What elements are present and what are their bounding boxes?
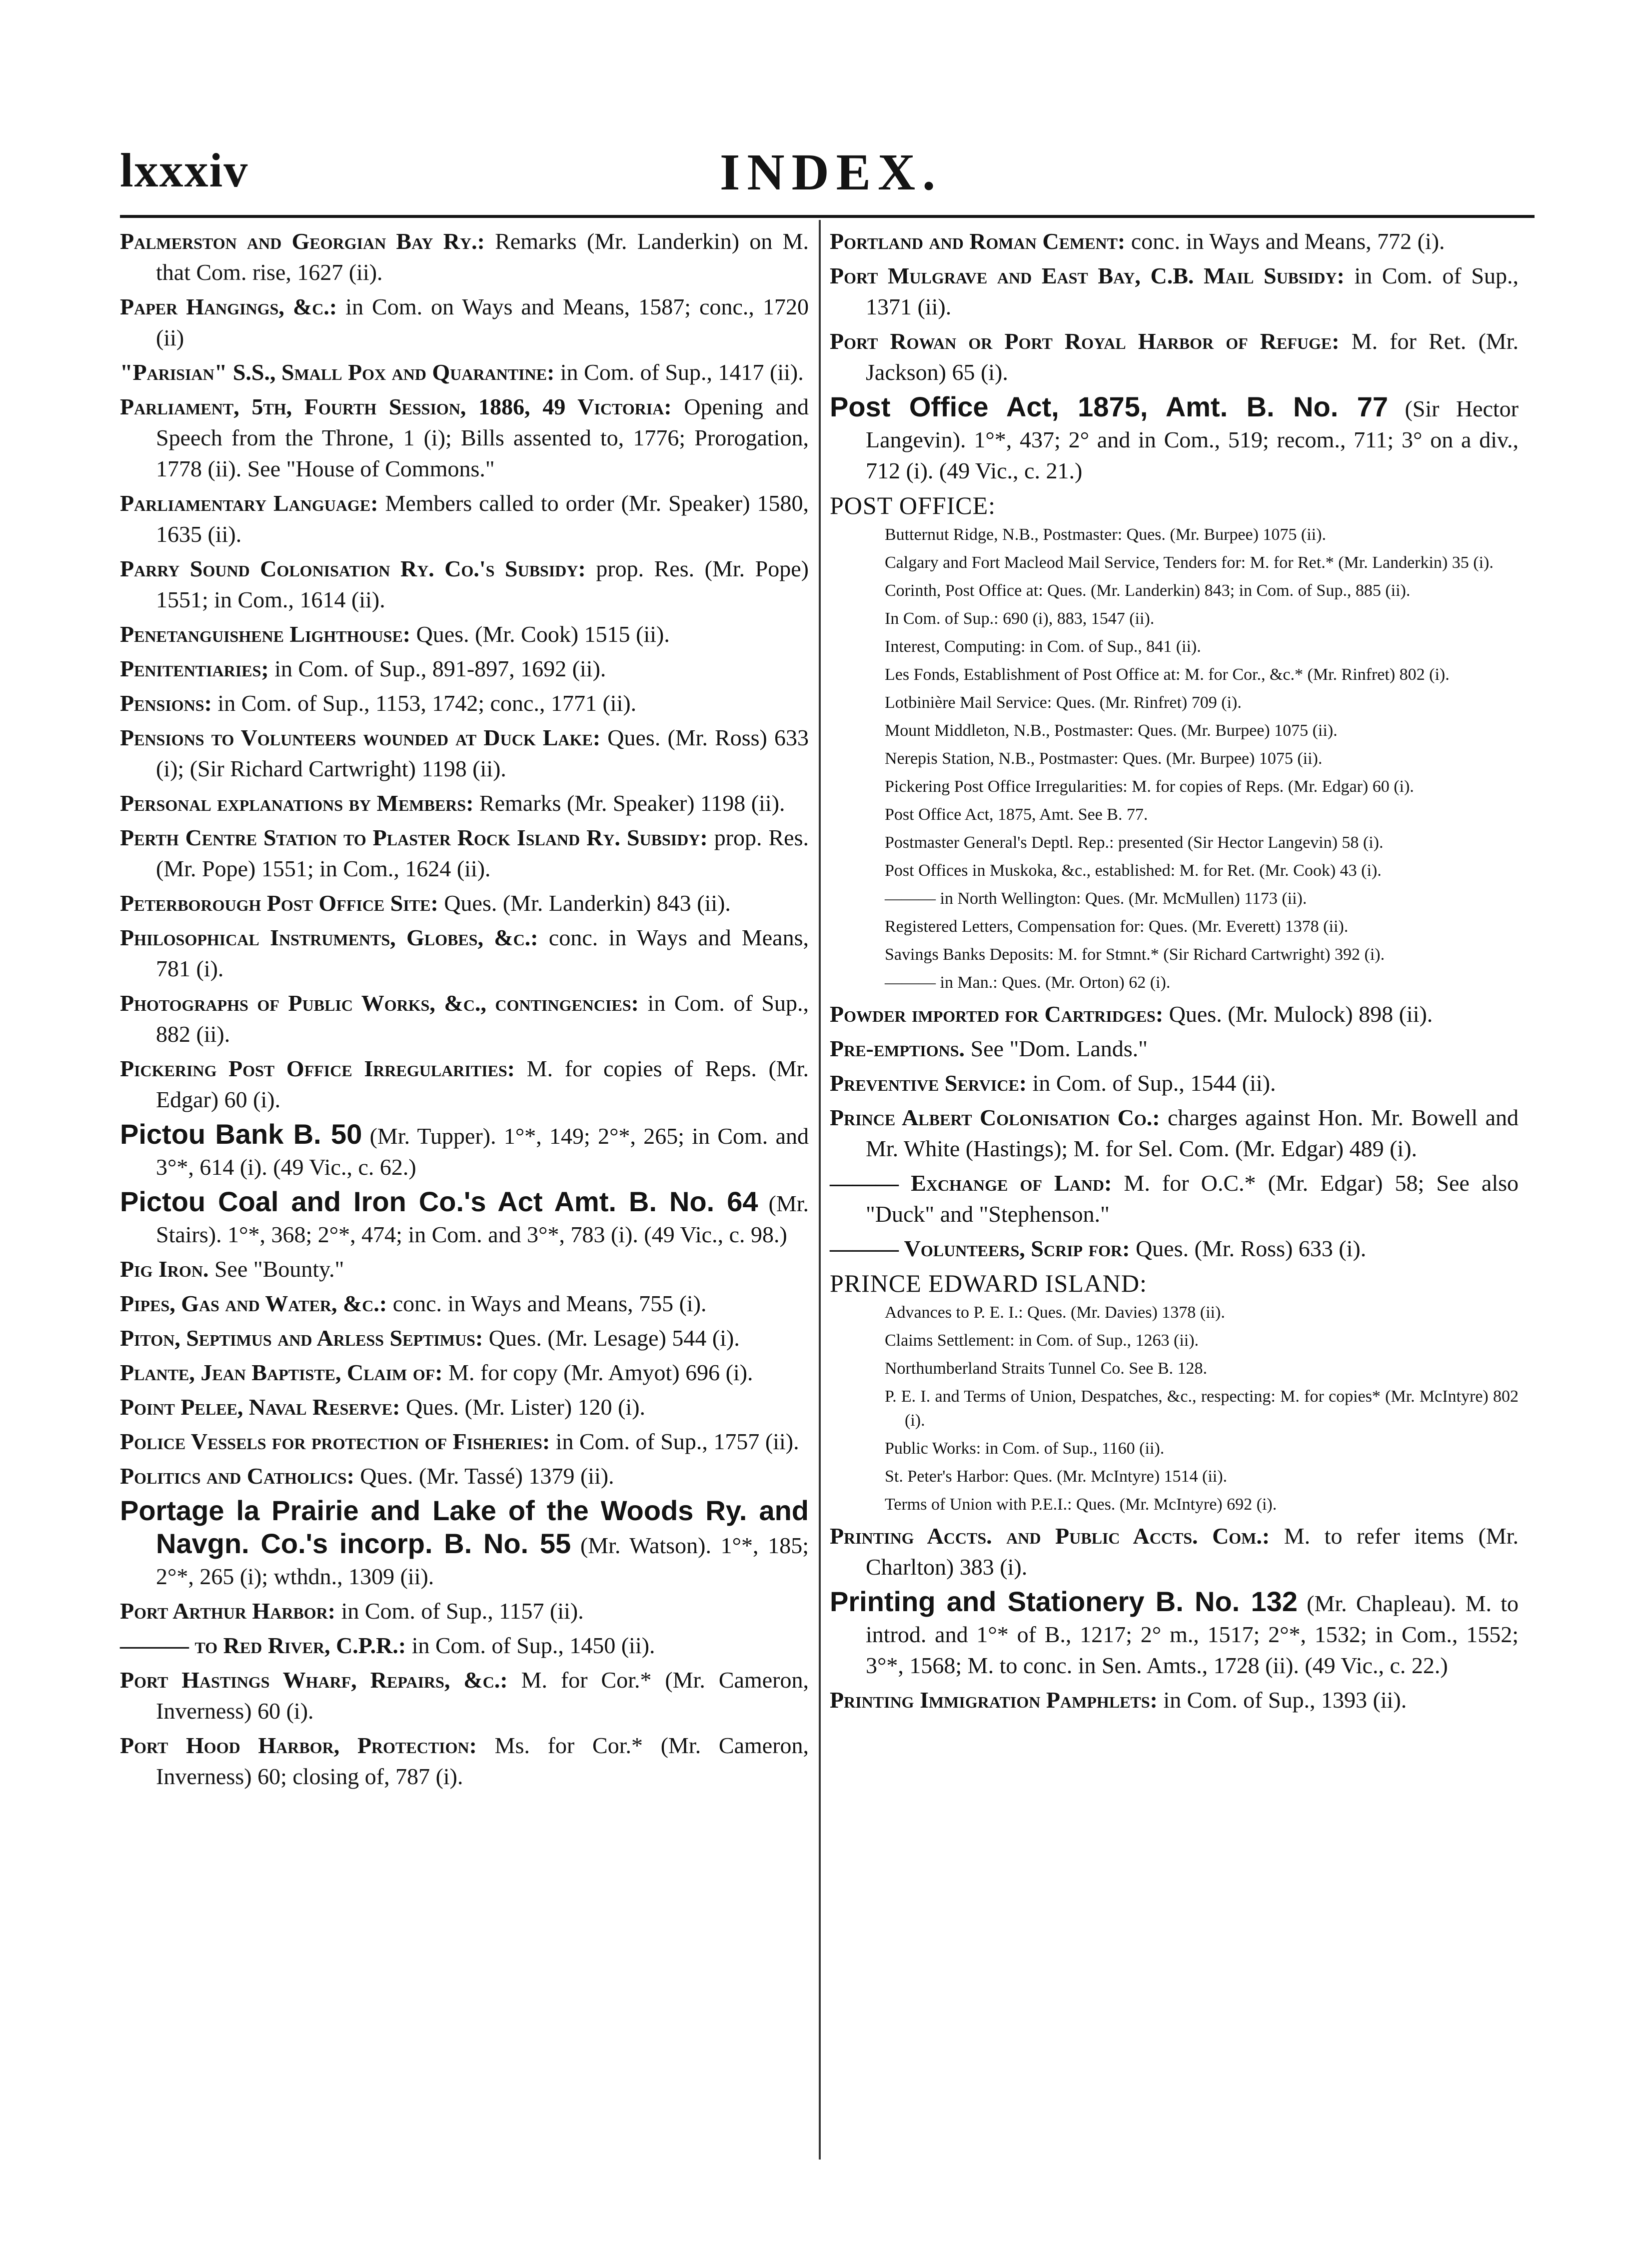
entry-heading: "Parisian" S.S., Small Pox and Quarantine: bbox=[120, 359, 555, 385]
entry-heading: Port Mulgrave and East Bay, C.B. Mail Subsidy: bbox=[830, 263, 1345, 288]
entry-heading: Peterborough Post Office Site: bbox=[120, 890, 438, 916]
entry-body: in Com. of Sup., 882 (ii). bbox=[156, 990, 809, 1047]
entry-body: Ques. (Mr. Landerkin) 843 (ii). bbox=[438, 890, 731, 916]
entry-heading: Penetanguishene Lighthouse: bbox=[120, 621, 411, 647]
index-entry bbox=[830, 1586, 1519, 1681]
entry-heading: ——— to Red River, C.P.R.: bbox=[120, 1633, 406, 1658]
entry-heading: Parliamentary Language: bbox=[120, 490, 378, 516]
entry-body: M. for O.C.* (Mr. Edgar) 58; See also "Duck" and "Stephenson." bbox=[866, 1170, 1519, 1227]
entry-heading: Pictou Bank B. 50 bbox=[120, 1118, 362, 1150]
entry-body: M. for copies of Reps. (Mr. Edgar) 60 (i). bbox=[156, 1056, 809, 1112]
entry-body: in Com. of Sup., 1153, 1742; conc., 1771 (ii). bbox=[211, 690, 637, 716]
entry-heading: Point Pelee, Naval Reserve: bbox=[120, 1394, 400, 1420]
sub-entry: Mount Middleton, N.B., Postmaster: Ques. (Mr. Burpee) 1075 (ii). bbox=[885, 721, 1338, 740]
index-entry bbox=[120, 1288, 809, 1319]
entry-body: M. to refer items (Mr. Charlton) 383 (i). bbox=[866, 1523, 1519, 1580]
entry-body: in Com. of Sup., 1417 (ii). bbox=[554, 359, 804, 385]
entry-heading: Portland and Roman Cement: bbox=[830, 228, 1126, 254]
right-column bbox=[830, 226, 1519, 1719]
entry-body: Ques. (Mr. Ross) 633 (i); (Sir Richard Cartwright) 1198 (ii). bbox=[156, 725, 809, 781]
entry-body: Opening and Speech from the Throne, 1 (i); Bills assented to, 1776; Prorogation, 1778 (ii). See "House of Commons." bbox=[156, 394, 809, 481]
index-entry bbox=[830, 999, 1519, 1030]
sub-entry: Public Works: in Com. of Sup., 1160 (ii). bbox=[885, 1439, 1165, 1458]
entry-heading: Port Hastings Wharf, Repairs, &c.: bbox=[120, 1667, 508, 1693]
index-entry bbox=[120, 888, 809, 919]
entry-heading: Printing Accts. and Public Accts. Com.: bbox=[830, 1523, 1270, 1549]
index-entry bbox=[120, 822, 809, 884]
sub-entry: Registered Letters, Compensation for: Ques. (Mr. Everett) 1378 (ii). bbox=[885, 917, 1349, 936]
entry-heading: Palmerston and Georgian Bay Ry.: bbox=[120, 228, 485, 254]
entry-body: charges against Hon. Mr. Bowell and Mr. White (Hastings); M. for Sel. Com. (Mr. Edgar) 489 (i). bbox=[866, 1105, 1519, 1161]
index-entry bbox=[830, 391, 1519, 486]
entry-body: conc. in Ways and Means, 781 (i). bbox=[156, 925, 809, 981]
index-entry bbox=[120, 1392, 809, 1423]
pei-heading: PRINCE EDWARD ISLAND: bbox=[830, 1269, 1147, 1297]
entry-heading: Port Arthur Harbor: bbox=[120, 1598, 336, 1624]
pei-subentries bbox=[830, 1301, 1519, 1517]
index-entry bbox=[120, 1596, 809, 1627]
index-entry bbox=[830, 260, 1519, 322]
sub-entry: Post Office Act, 1875, Amt. See B. 77. bbox=[885, 805, 1148, 824]
entry-heading: Personal explanations by Members: bbox=[120, 790, 474, 816]
entry-body: Remarks (Mr. Speaker) 1198 (ii). bbox=[473, 790, 785, 816]
index-entry bbox=[120, 1630, 809, 1661]
index-entry bbox=[120, 1357, 809, 1388]
entry-heading: Police Vessels for protection of Fisheries: bbox=[120, 1429, 550, 1454]
sub-entry: Savings Banks Deposits: M. for Stmnt.* (Sir Richard Cartwright) 392 (i). bbox=[885, 945, 1385, 964]
index-entry bbox=[120, 226, 809, 288]
index-entry bbox=[120, 688, 809, 719]
sub-entry: St. Peter's Harbor: Ques. (Mr. McIntyre) 1514 (ii). bbox=[885, 1467, 1228, 1486]
sub-entry: Northumberland Straits Tunnel Co. See B. 128. bbox=[885, 1359, 1208, 1378]
post-office-heading: POST OFFICE: bbox=[830, 491, 996, 519]
sub-entry: Butternut Ridge, N.B., Postmaster: Ques. (Mr. Burpee) 1075 (ii). bbox=[885, 525, 1326, 544]
sub-entry: Advances to P. E. I.: Ques. (Mr. Davies) 1378 (ii). bbox=[885, 1303, 1225, 1322]
index-entry bbox=[120, 1495, 809, 1592]
sub-entry: P. E. I. and Terms of Union, Despatches, &c., respecting: M. for copies* (Mr. McIntyre) 802 (i). bbox=[885, 1387, 1519, 1430]
index-entry bbox=[120, 553, 809, 615]
entry-body: M. for copy (Mr. Amyot) 696 (i). bbox=[442, 1360, 753, 1385]
entry-heading: Powder imported for Cartridges: bbox=[830, 1001, 1164, 1027]
index-entry bbox=[120, 1461, 809, 1492]
index-entry bbox=[120, 988, 809, 1050]
entry-heading: Philosophical Instruments, Globes, &c.: bbox=[120, 925, 538, 950]
index-entry bbox=[830, 1102, 1519, 1164]
entry-body: in Com. of Sup., 1157 (ii). bbox=[335, 1598, 584, 1624]
sub-entry: Interest, Computing: in Com. of Sup., 841 (ii). bbox=[885, 637, 1201, 656]
index-entry bbox=[830, 1685, 1519, 1716]
sub-entry: Nerepis Station, N.B., Postmaster: Ques. (Mr. Burpee) 1075 (ii). bbox=[885, 749, 1323, 768]
entry-body: (Mr. Chapleau). M. to introd. and 1°* of B., 1217; 2° m., 1517; 2°*, 1532; in Com., 1552; 3°*, 1568; M. to conc. in Sen. Amts., 1728 (ii). (49 Vic., c. 22.) bbox=[866, 1591, 1519, 1678]
index-entry bbox=[120, 488, 809, 550]
entry-heading: Pipes, Gas and Water, &c.: bbox=[120, 1291, 387, 1316]
index-entry bbox=[120, 1730, 809, 1792]
sub-entry: Corinth, Post Office at: Ques. (Mr. Landerkin) 843; in Com. of Sup., 885 (ii). bbox=[885, 581, 1411, 600]
index-entry bbox=[120, 1426, 809, 1457]
entry-heading: Piton, Septimus and Arless Septimus: bbox=[120, 1325, 483, 1351]
entry-body: Ms. for Cor.* (Mr. Cameron, Inverness) 60; closing of, 787 (i). bbox=[156, 1733, 809, 1789]
sub-entry: ——— in Man.: Ques. (Mr. Orton) 62 (i). bbox=[885, 973, 1171, 992]
entry-body: in Com. on Ways and Means, 1587; conc., 1720 (ii) bbox=[156, 294, 809, 350]
index-entry bbox=[830, 1168, 1519, 1230]
entry-heading: Perth Centre Station to Plaster Rock Island Ry. Subsidy: bbox=[120, 825, 708, 850]
entry-heading: Pensions: bbox=[120, 690, 212, 716]
entry-body: in Com. of Sup., 1757 (ii). bbox=[550, 1429, 799, 1454]
index-entry bbox=[120, 1119, 809, 1183]
entry-body: (Mr. Tupper). 1°*, 149; 2°*, 265; in Com. and 3°*, 614 (i). (49 Vic., c. 62.) bbox=[156, 1123, 809, 1180]
index-entry bbox=[120, 391, 809, 484]
entry-heading: Pickering Post Office Irregularities: bbox=[120, 1056, 515, 1081]
index-entry bbox=[830, 1521, 1519, 1583]
entry-body: Members called to order (Mr. Speaker) 1580, 1635 (ii). bbox=[156, 490, 809, 547]
index-entry bbox=[120, 653, 809, 684]
entry-heading: Parry Sound Colonisation Ry. Co.'s Subsidy: bbox=[120, 556, 586, 581]
index-entry bbox=[830, 1068, 1519, 1099]
column-divider bbox=[819, 220, 821, 2160]
index-entry bbox=[120, 1186, 809, 1250]
entry-heading: Pensions to Volunteers wounded at Duck Lake: bbox=[120, 725, 601, 750]
entry-body: prop. Res. (Mr. Pope) 1551; in Com., 1614 (ii). bbox=[156, 556, 809, 612]
entry-body: in Com. of Sup., 1450 (ii). bbox=[406, 1633, 655, 1658]
entry-heading: Printing and Stationery B. No. 132 bbox=[830, 1586, 1298, 1617]
index-entry bbox=[830, 326, 1519, 388]
entry-heading: Portage la Prairie and Lake of the Woods Ry. and Navgn. Co.'s incorp. B. No. 55 bbox=[120, 1495, 809, 1559]
entry-heading: Penitentiaries; bbox=[120, 656, 269, 681]
left-column bbox=[120, 226, 809, 1796]
sub-entry: Claims Settlement: in Com. of Sup., 1263 (ii). bbox=[885, 1331, 1199, 1350]
entry-body: in Com. of Sup., 1371 (ii). bbox=[866, 263, 1519, 319]
index-entry bbox=[120, 1665, 809, 1727]
entry-body: Ques. (Mr. Lister) 120 (i). bbox=[400, 1394, 646, 1420]
entry-heading: Port Rowan or Port Royal Harbor of Refuge: bbox=[830, 328, 1340, 354]
entry-heading: Pig Iron. bbox=[120, 1256, 209, 1282]
entry-heading: Preventive Service: bbox=[830, 1070, 1027, 1096]
page-title: INDEX. bbox=[720, 143, 943, 201]
sub-entry: ——— in North Wellington: Ques. (Mr. McMullen) 1173 (ii). bbox=[885, 889, 1307, 908]
entry-heading: Plante, Jean Baptiste, Claim of: bbox=[120, 1360, 443, 1385]
entry-heading: Parliament, 5th, Fourth Session, 1886, 49 Victoria: bbox=[120, 394, 672, 419]
index-entry bbox=[120, 1254, 809, 1285]
sub-entry: Lotbinière Mail Service: Ques. (Mr. Rinfret) 709 (i). bbox=[885, 693, 1242, 712]
entry-heading: ——— Volunteers, Scrip for: bbox=[830, 1236, 1130, 1261]
entry-body: in Com. of Sup., 891-897, 1692 (ii). bbox=[268, 656, 606, 681]
entry-body: Ques. (Mr. Tassé) 1379 (ii). bbox=[354, 1463, 614, 1489]
sub-entry: In Com. of Sup.: 690 (i), 883, 1547 (ii). bbox=[885, 609, 1155, 628]
entry-body: Remarks (Mr. Landerkin) on M. that Com. rise, 1627 (ii). bbox=[156, 228, 809, 285]
right-column-bottom bbox=[830, 1521, 1519, 1716]
sub-entry: Post Offices in Muskoka, &c., established: M. for Ret. (Mr. Cook) 43 (i). bbox=[885, 861, 1382, 880]
entry-heading: Post Office Act, 1875, Amt. B. No. 77 bbox=[830, 391, 1389, 422]
entry-body: Ques. (Mr. Mulock) 898 (ii). bbox=[1163, 1001, 1433, 1027]
entry-heading: Pre-emptions. bbox=[830, 1036, 965, 1061]
sub-entry: Postmaster General's Deptl. Rep.: presented (Sir Hector Langevin) 58 (i). bbox=[885, 833, 1384, 852]
entry-body: prop. Res. (Mr. Pope) 1551; in Com., 1624 (ii). bbox=[156, 825, 809, 881]
entry-heading: Politics and Catholics: bbox=[120, 1463, 354, 1489]
index-entry bbox=[120, 291, 809, 353]
entry-heading: ——— Exchange of Land: bbox=[830, 1170, 1112, 1196]
index-entry bbox=[830, 1233, 1519, 1264]
entry-body: M. for Cor.* (Mr. Cameron, Inverness) 60 (i). bbox=[156, 1667, 809, 1724]
index-entry bbox=[120, 722, 809, 784]
index-entry bbox=[120, 357, 809, 388]
entry-heading: Port Hood Harbor, Protection: bbox=[120, 1733, 477, 1758]
sub-entry: Calgary and Fort Macleod Mail Service, Tenders for: M. for Ret.* (Mr. Landerkin) 35 (i). bbox=[885, 553, 1494, 572]
entry-body: Ques. (Mr. Lesage) 544 (i). bbox=[483, 1325, 740, 1351]
entry-heading: Printing Immigration Pamphlets: bbox=[830, 1687, 1158, 1713]
entry-body: Ques. (Mr. Cook) 1515 (ii). bbox=[410, 621, 670, 647]
post-office-subentries bbox=[830, 523, 1519, 995]
header-rule bbox=[120, 215, 1535, 218]
index-entry bbox=[120, 788, 809, 819]
entry-heading: Paper Hangings, &c.: bbox=[120, 294, 337, 319]
page-number: lxxxiv bbox=[120, 143, 249, 197]
entry-body: in Com. of Sup., 1393 (ii). bbox=[1157, 1687, 1407, 1713]
entry-body: in Com. of Sup., 1544 (ii). bbox=[1027, 1070, 1276, 1096]
right-column-middle bbox=[830, 999, 1519, 1264]
entry-body: conc. in Ways and Means, 772 (i). bbox=[1125, 228, 1445, 254]
sub-entry: Terms of Union with P.E.I.: Ques. (Mr. McIntyre) 692 (i). bbox=[885, 1495, 1277, 1514]
index-entry bbox=[120, 922, 809, 984]
entry-heading: Photographs of Public Works, &c., contingencies: bbox=[120, 990, 639, 1016]
index-entry bbox=[830, 226, 1519, 257]
right-column-top bbox=[830, 226, 1519, 486]
entry-body: (Sir Hector Langevin). 1°*, 437; 2° and in Com., 519; recom., 711; 3° on a div., 712 (i). (49 Vic., c. 21.) bbox=[866, 396, 1519, 483]
entry-body: See "Dom. Lands." bbox=[965, 1036, 1148, 1061]
index-entry bbox=[120, 1053, 809, 1115]
entry-body: M. for Ret. (Mr. Jackson) 65 (i). bbox=[866, 328, 1519, 385]
sub-entry: Pickering Post Office Irregularities: M. for copies of Reps. (Mr. Edgar) 60 (i). bbox=[885, 777, 1414, 796]
index-entry bbox=[830, 1033, 1519, 1064]
index-entry bbox=[120, 619, 809, 650]
entry-body: (Mr. Stairs). 1°*, 368; 2°*, 474; in Com. and 3°*, 783 (i). (49 Vic., c. 98.) bbox=[156, 1191, 809, 1247]
entry-heading: Pictou Coal and Iron Co.'s Act Amt. B. No. 64 bbox=[120, 1186, 758, 1217]
sub-entry: Les Fonds, Establishment of Post Office at: M. for Cor., &c.* (Mr. Rinfret) 802 (i). bbox=[885, 665, 1450, 684]
index-entry bbox=[120, 1323, 809, 1354]
entry-body: See "Bounty." bbox=[208, 1256, 344, 1282]
entry-body: conc. in Ways and Means, 755 (i). bbox=[387, 1291, 707, 1316]
entry-body: Ques. (Mr. Ross) 633 (i). bbox=[1130, 1236, 1367, 1261]
entry-heading: Prince Albert Colonisation Co.: bbox=[830, 1105, 1160, 1130]
entry-body: (Mr. Watson). 1°*, 185; 2°*, 265 (i); wthdn., 1309 (ii). bbox=[156, 1533, 809, 1589]
